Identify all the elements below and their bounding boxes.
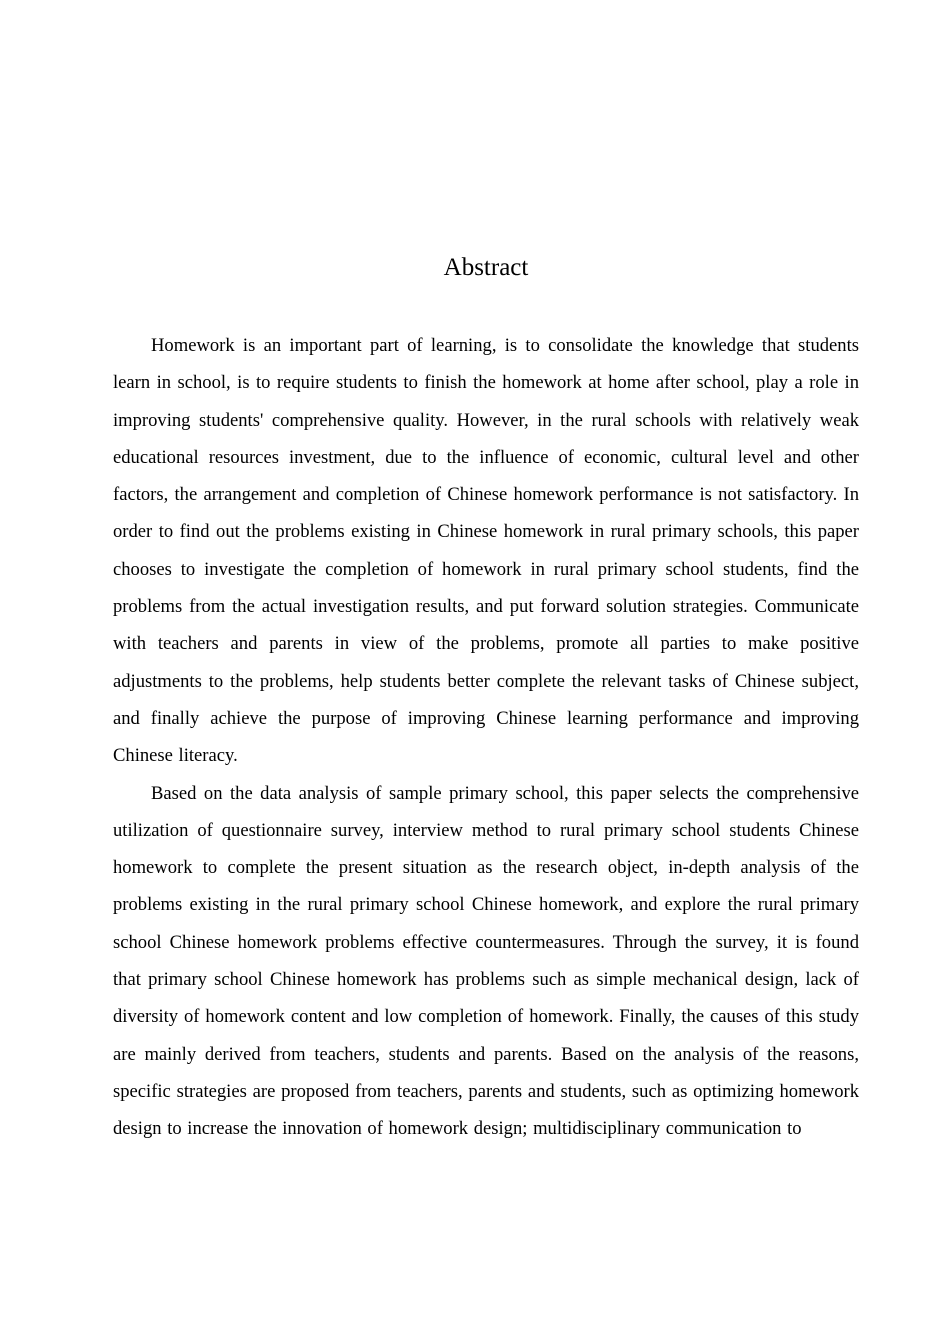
paragraph-2: Based on the data analysis of sample primary school, this paper selects the comprehensive utilization of questionnaire survey, interview method to rural primary school students Chinese homework to complete the present situation as the research object, in-depth analysis of the problems existing in the rural primary school Chinese homework, and explore the rural primary school Chinese homework problems effective countermeasures. Through the survey, it is found that primary school Chinese homework has problems such as simple mechanical design, lack of diversity of homework content and low completion of homework. Finally, the causes of this study are mainly derived from teachers, students and parents. Based on the analysis of the reasons, specific strategies are proposed from teachers, parents and students, such as optimizing homework design to increase the innovation of homework design; multidisciplinary communication to xyxy=(113,782,859,1140)
abstract-body xyxy=(113,327,859,1148)
paragraph-1: Homework is an important part of learning, is to consolidate the knowledge that students learn in school, is to require students to finish the homework at home after school, play a role in improving students' comprehensive quality. However, in the rural schools with relatively weak educational resources investment, due to the influence of economic, cultural level and other factors, the arrangement and completion of Chinese homework performance is not satisfactory. In order to find out the problems existing in Chinese homework in rural primary schools, this paper chooses to investigate the completion of homework in rural primary school students, find the problems from the actual investigation results, and put forward solution strategies. Communicate with teachers and parents in view of the problems, promote all parties to make positive adjustments to the problems, help students better complete the relevant tasks of Chinese subject, and finally achieve the purpose of improving Chinese learning performance and improving Chinese literacy. xyxy=(113,335,859,767)
page-title: Abstract xyxy=(443,254,529,281)
